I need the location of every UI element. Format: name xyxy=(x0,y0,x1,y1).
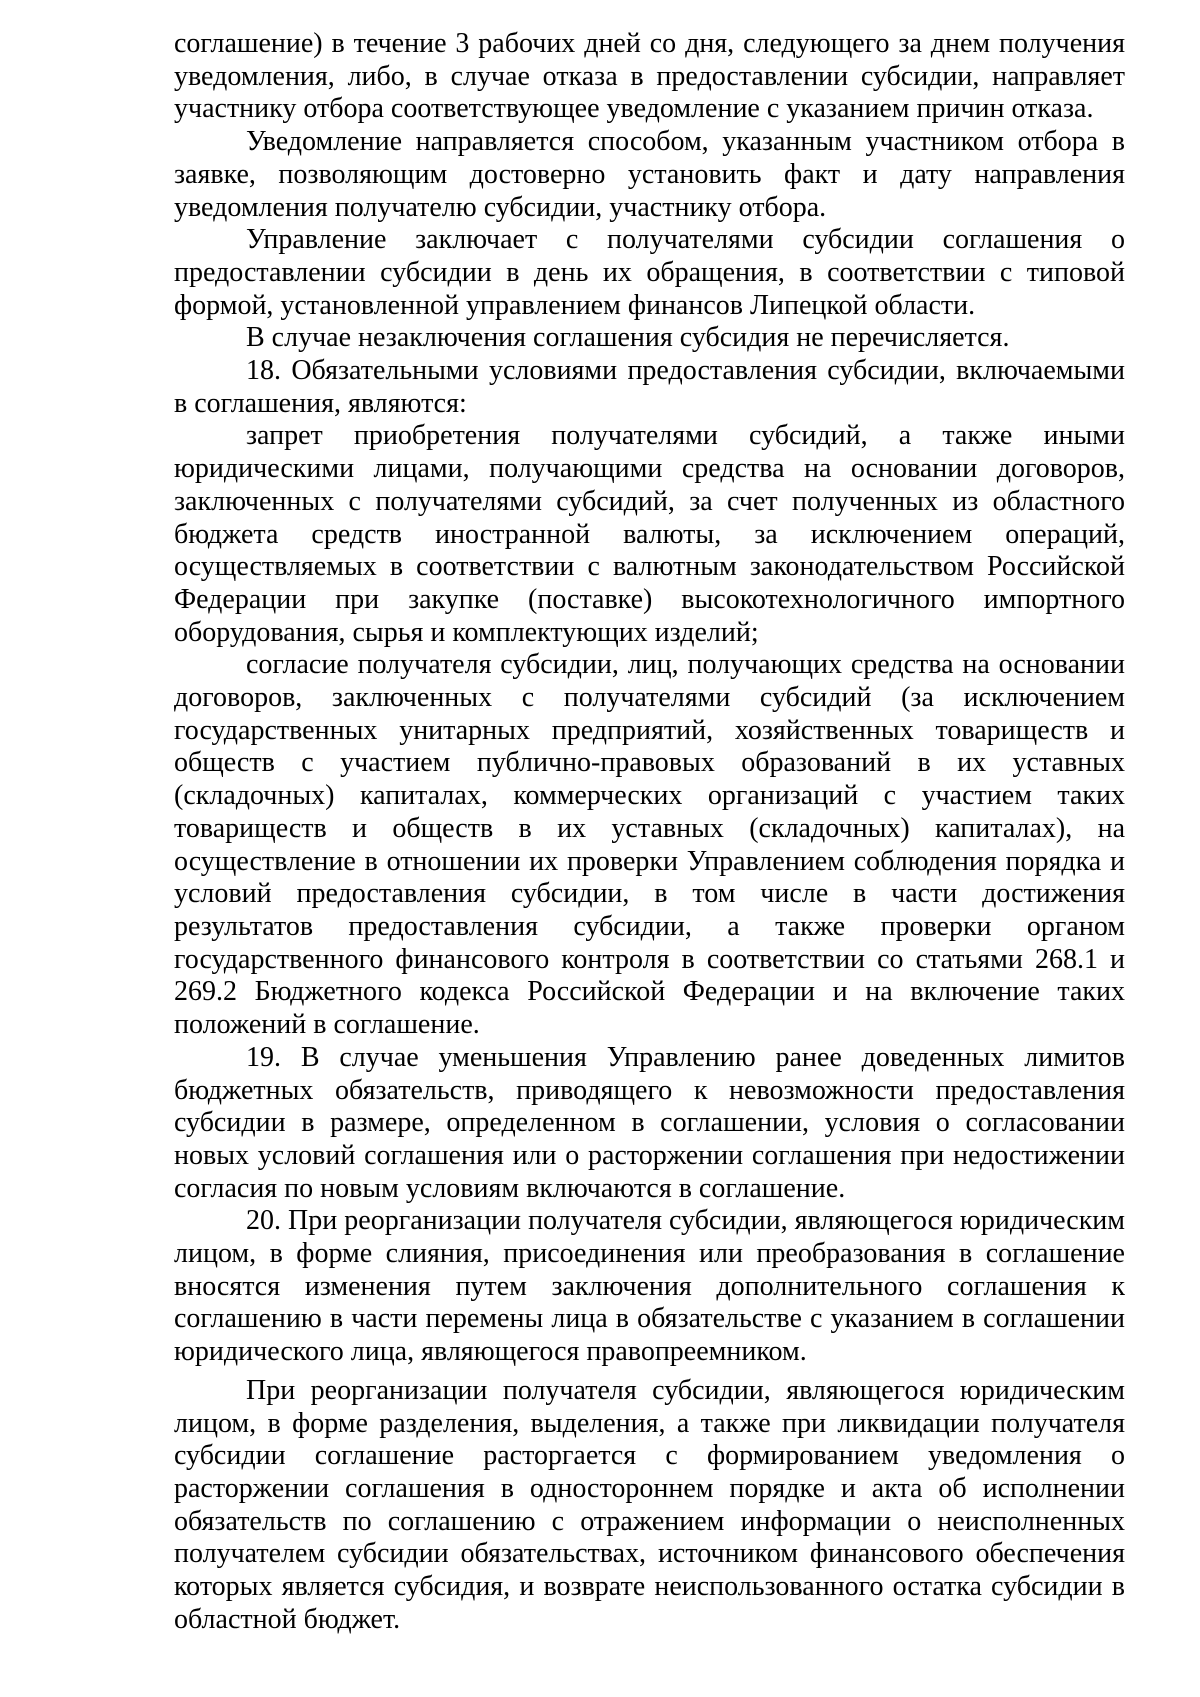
document-page xyxy=(174,28,1125,1636)
paragraph-reorganization: При реорганизации получателя субсидии, являющегося юридическим лицом, в форме разделения, выделения, а также при ликвидации получателя субсидии соглашение расторгается с формированием уведомления о расторжении соглашения в одностороннем порядке и акта об исполнении обязательств по соглашению с отражением информации о неисполненных получателем субсидии обязательствах, источником финансового обеспечения которых является субсидия, и возврате неиспользованного остатка субсидии в областной бюджет. xyxy=(174,1374,1125,1635)
paragraph-continuation: соглашение) в течение 3 рабочих дней со дня, следующего за днем получения уведомления, либо, в случае отказа в предоставлении субсидии, направляет участнику отбора соответствующее уведомление с указанием причин отказа. xyxy=(174,28,1125,125)
paragraph-currency-prohibition: запрет приобретения получателями субсидий, а также иными юридическими лицами, получающими средства на основании договоров, заключенных с получателями субсидий, за счет полученных из областного бюджета средств иностранной валюты, за исключением операций, осуществляемых в соответствии с валютным законодательством Российской Федерации при закупке (поставке) высокотехнологичного импортного оборудования, сырья и комплектующих изделий; xyxy=(174,420,1125,648)
paragraph-agreement-conclusion: Управление заключает с получателями субсидии соглашения о предоставлении субсидии в день их обращения, в соответствии с типовой формой, установленной управлением финансов Липецкой области. xyxy=(174,224,1125,321)
paragraph-item-20: 20. При реорганизации получателя субсидии, являющегося юридическим лицом, в форме слияния, присоединения или преобразования в соглашение вносятся изменения путем заключения дополнительного соглашения к соглашению в части перемены лица в обязательстве с указанием в соглашении юридического лица, являющегося правопреемником. xyxy=(174,1205,1125,1368)
paragraph-notification-method: Уведомление направляется способом, указанным участником отбора в заявке, позволяющим достоверно установить факт и дату направления уведомления получателю субсидии, участнику отбора. xyxy=(174,126,1125,223)
paragraph-non-conclusion: В случае незаключения соглашения субсидия не перечисляется. xyxy=(246,322,1010,354)
paragraph-consent-inspection: согласие получателя субсидии, лиц, получающих средства на основании договоров, заключенных с получателями субсидий (за исключением государственных унитарных предприятий, хозяйственных товариществ и обществ с участием публично-правовых образований в их уставных (складочных) капиталах, коммерческих организаций с участием таких товариществ и обществ в их уставных (складочных) капиталах), на осуществление в отношении их проверки Управлением соблюдения порядка и условий предоставления субсидии, в том числе в части достижения результатов предоставления субсидии, а также проверки органом государственного финансового контроля в соответствии со статьями 268.1 и 269.2 Бюджетного кодекса Российской Федерации и на включение таких положений в соглашение. xyxy=(174,649,1125,1041)
paragraph-item-19: 19. В случае уменьшения Управлению ранее доведенных лимитов бюджетных обязательств, приводящего к невозможности предоставления субсидии в размере, определенном в соглашении, условия о согласовании новых условий соглашения или о расторжении соглашения при недостижении согласия по новым условиям включаются в соглашение. xyxy=(174,1041,1125,1204)
paragraph-item-18: 18. Обязательными условиями предоставления субсидии, включаемыми в соглашения, являются: xyxy=(174,355,1125,419)
